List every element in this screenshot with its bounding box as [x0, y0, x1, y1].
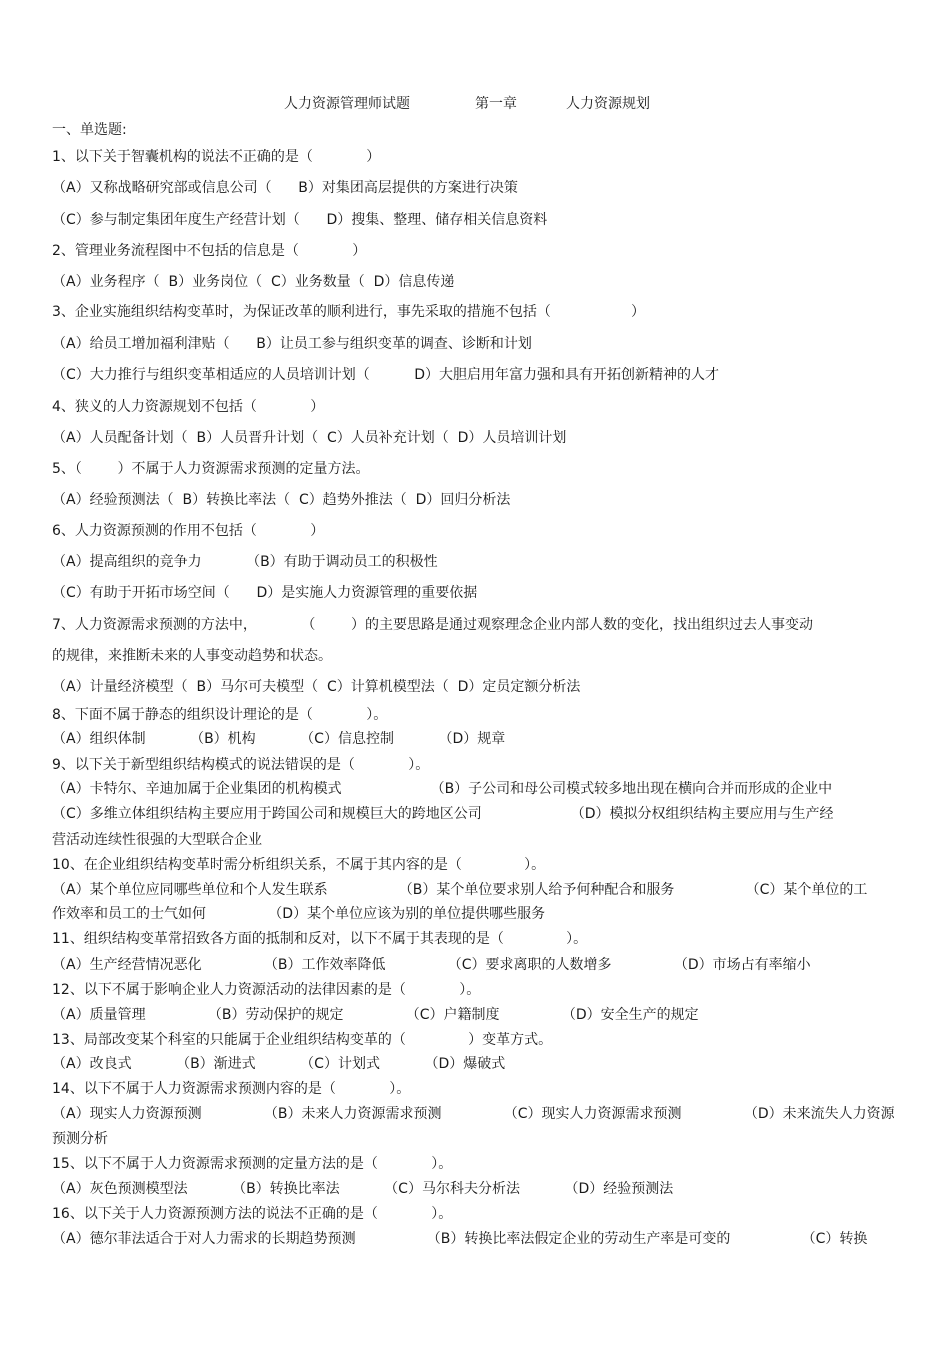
question-4: 4、狭义的人力资源规划不包括（ ）	[52, 399, 325, 415]
section-heading: 一、单选题:	[52, 122, 127, 138]
question-1-options-a-b: （A）又称战略研究部或信息公司（ B）对集团高层提供的方案进行决策	[52, 180, 518, 196]
question-5: 5、（ ）不属于人力资源需求预测的定量方法。	[52, 461, 370, 477]
question-6: 6、人力资源预测的作用不包括（ ）	[52, 523, 325, 539]
question-10-options-continued: 作效率和员工的士气如何 （D）某个单位应该为别的单位提供哪些服务	[52, 906, 546, 922]
question-14-options: （A）现实人力资源预测 （B）未来人力资源需求预测 （C）现实人力资源需求预测 （D）未来流失人力资源	[52, 1106, 895, 1122]
question-3-options-c-d: （C）大力推行与组织变革相适应的人员培训计划（ D）大胆启用年富力强和具有开拓创新精神的人才	[52, 367, 720, 383]
question-9-options-c-d: （C）多维立体组织结构主要应用于跨国公司和规模巨大的跨地区公司 （D）模拟分权组织结构主要应用与生产经	[52, 806, 834, 822]
question-1-options-c-d: （C）参与制定集团年度生产经营计划（ D）搜集、整理、储存相关信息资料	[52, 212, 548, 228]
question-12: 12、以下不属于影响企业人力资源活动的法律因素的是（ ）。	[52, 982, 481, 998]
title-topic: 人力资源规划	[566, 96, 650, 112]
question-4-options: （A）人员配备计划（ B）人员晋升计划（ C）人员补充计划（ D）人员培训计划	[52, 430, 567, 446]
question-16: 16、以下关于人力资源预测方法的说法不正确的是（ ）。	[52, 1206, 453, 1222]
question-7-options: （A）计量经济模型（ B）马尔可夫模型（ C）计算机模型法（ D）定员定额分析法	[52, 679, 581, 695]
question-8: 8、下面不属于静态的组织设计理论的是（ ）。	[52, 707, 388, 723]
question-9-options-continued: 营活动连续性很强的大型联合企业	[52, 832, 262, 848]
question-14-options-continued: 预测分析	[52, 1131, 108, 1147]
question-5-options: （A）经验预测法（ B）转换比率法（ C）趋势外推法（ D）回归分析法	[52, 492, 511, 508]
title-exam: 人力资源管理师试题	[284, 96, 410, 112]
question-8-options: （A）组织体制 （B）机构 （C）信息控制 （D）规章	[52, 731, 506, 747]
question-15: 15、以下不属于人力资源需求预测的定量方法的是（ ）。	[52, 1156, 453, 1172]
question-11: 11、组织结构变革常招致各方面的抵制和反对，以下不属于其表现的是（ ）。	[52, 931, 588, 947]
question-6-options-a-b: （A）提高组织的竞争力 （B）有助于调动员工的积极性	[52, 554, 438, 570]
question-10: 10、在企业组织结构变革时需分析组织关系，不属于其内容的是（ ）。	[52, 857, 546, 873]
question-2: 2、管理业务流程图中不包括的信息是（ ）	[52, 243, 367, 259]
question-1: 1、以下关于智囊机构的说法不正确的是（ ）	[52, 149, 381, 165]
question-14: 14、以下不属于人力资源需求预测内容的是（ ）。	[52, 1081, 411, 1097]
question-12-options: （A）质量管理 （B）劳动保护的规定 （C）户籍制度 （D）安全生产的规定	[52, 1007, 699, 1023]
question-7: 7、人力资源需求预测的方法中， （ ）的主要思路是通过观察理念企业内部人数的变化，找出组织过去人事变动	[52, 617, 814, 633]
question-11-options: （A）生产经营情况恶化 （B）工作效率降低 （C）要求离职的人数增多 （D）市场占有率缩小	[52, 957, 811, 973]
question-15-options: （A）灰色预测模型法 （B）转换比率法 （C）马尔科夫分析法 （D）经验预测法	[52, 1181, 674, 1197]
question-6-options-c-d: （C）有助于开拓市场空间（ D）是实施人力资源管理的重要依据	[52, 585, 478, 601]
question-13: 13、局部改变某个科室的只能属于企业组织结构变革的（ ）变革方式。	[52, 1032, 553, 1048]
question-7-continued: 的规律，来推断未来的人事变动趋势和状态。	[52, 648, 332, 664]
question-13-options: （A）改良式 （B）渐进式 （C）计划式 （D）爆破式	[52, 1056, 506, 1072]
question-16-options: （A）德尔菲法适合于对人力需求的长期趋势预测 （B）转换比率法假定企业的劳动生产率是可变的 （C）转换	[52, 1231, 868, 1247]
question-3-options-a-b: （A）给员工增加福利津贴（ B）让员工参与组织变革的调查、诊断和计划	[52, 336, 532, 352]
question-9: 9、以下关于新型组织结构模式的说法错误的是（ ）。	[52, 757, 430, 773]
question-2-options: （A）业务程序（ B）业务岗位（ C）业务数量（ D）信息传递	[52, 274, 455, 290]
question-9-options-a-b: （A）卡特尔、辛迪加属于企业集团的机构模式 （B）子公司和母公司模式较多地出现在横向合并而形成的企业中	[52, 781, 833, 797]
question-10-options: （A）某个单位应同哪些单位和个人发生联系 （B）某个单位要求别人给予何种配合和服务 （C）某个单位的工	[52, 882, 868, 898]
title-chapter: 第一章	[475, 96, 517, 112]
question-3: 3、企业实施组织结构变革时，为保证改革的顺利进行，事先采取的措施不包括（ ）	[52, 304, 646, 320]
